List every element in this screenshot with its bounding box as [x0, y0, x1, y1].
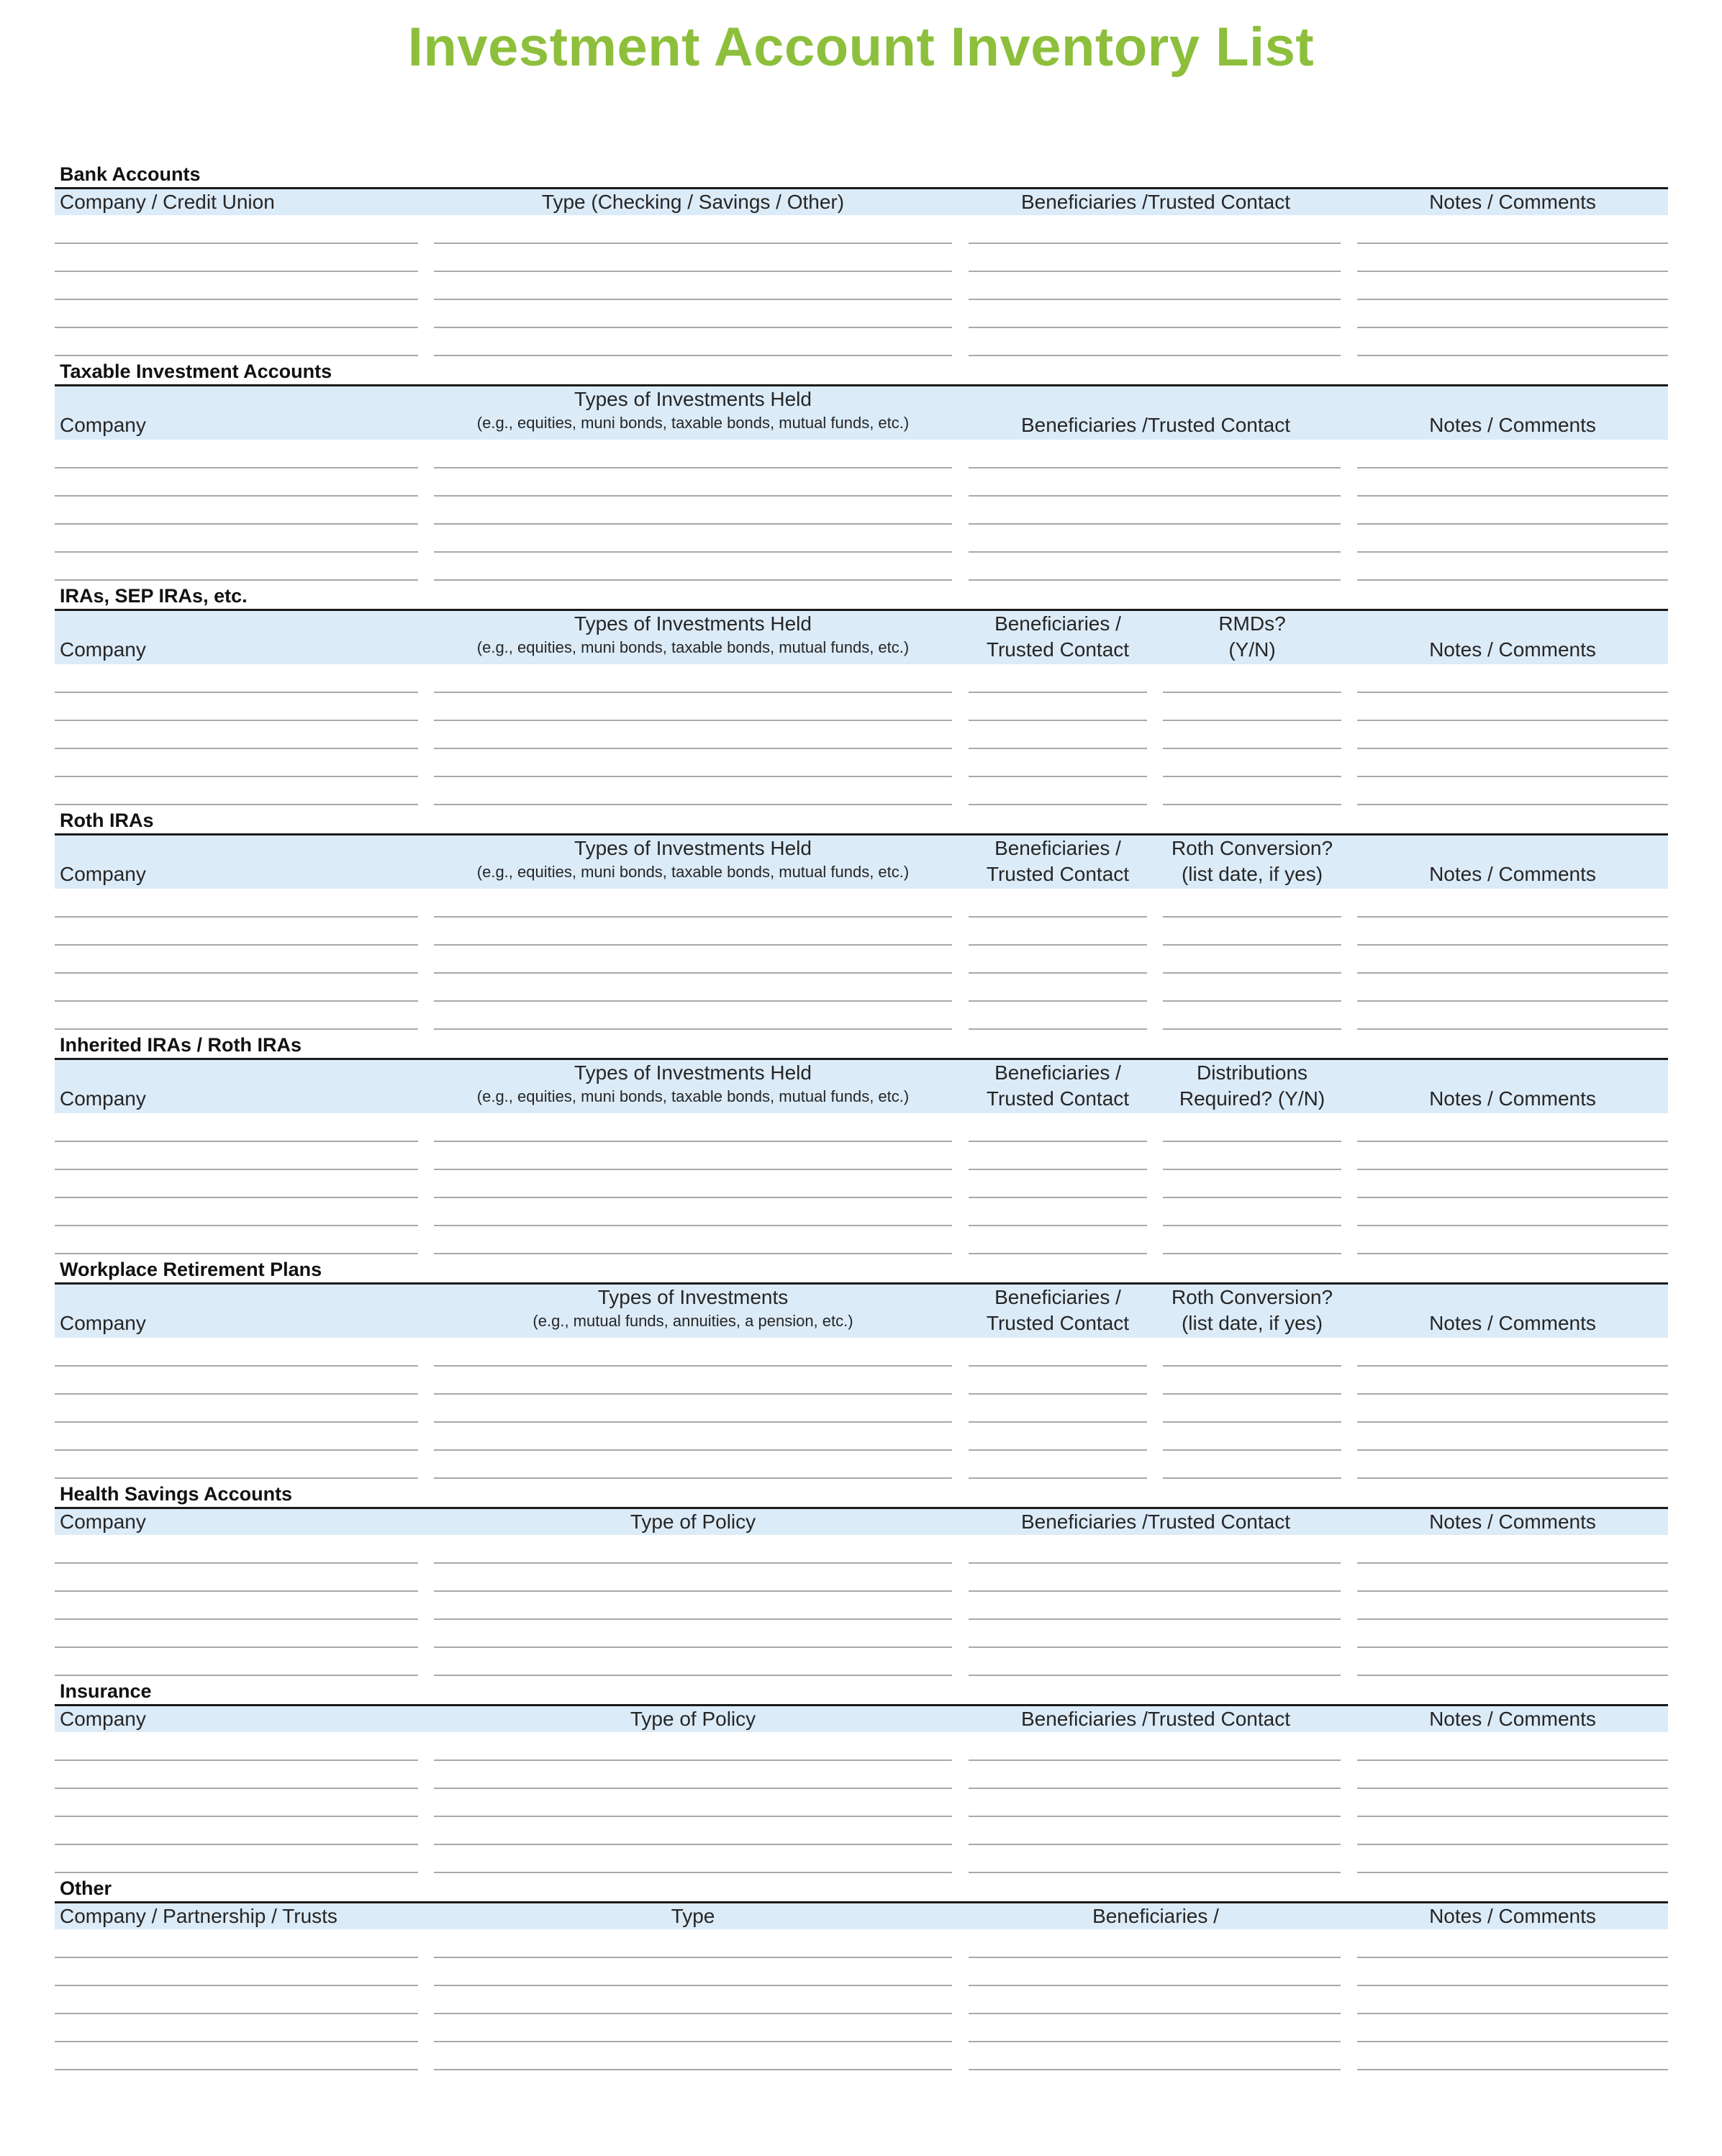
header-label: Roth Conversion? [1171, 837, 1333, 859]
entry-line[interactable] [55, 2069, 418, 2070]
section-title: Inherited IRAs / Roth IRAs [60, 1034, 302, 1056]
entry-line[interactable] [434, 2041, 952, 2042]
column-header [1357, 835, 1668, 889]
header-label: Distributions [1196, 1061, 1308, 1084]
entry-line[interactable] [55, 1647, 418, 1648]
entry-line[interactable] [1163, 1421, 1341, 1423]
section-title: Taxable Investment Accounts [60, 361, 332, 382]
entry-line[interactable] [969, 1957, 1341, 1958]
header-label: Trusted Contact [986, 1087, 1130, 1110]
entry-line[interactable] [55, 467, 418, 468]
entry-line[interactable] [434, 1618, 952, 1620]
entry-line[interactable] [969, 551, 1341, 553]
entry-line[interactable] [1357, 495, 1668, 497]
header-label: RMDs? [1218, 612, 1286, 635]
entry-rows [55, 1929, 1668, 2070]
header-label: Company [60, 1708, 146, 1730]
header-label: Beneficiaries / [994, 1286, 1121, 1308]
header-label: Trusted Contact [986, 638, 1130, 661]
entry-line[interactable] [969, 692, 1147, 693]
entry-line[interactable] [1357, 551, 1668, 553]
header-label: Beneficiaries / [994, 837, 1121, 859]
entry-line[interactable] [434, 916, 952, 918]
entry-line[interactable] [55, 327, 418, 328]
entry-line[interactable] [1357, 1393, 1668, 1395]
entry-line[interactable] [1357, 1618, 1668, 1620]
entry-line[interactable] [1163, 1393, 1341, 1395]
header-label: Type [671, 1905, 715, 1927]
entry-line[interactable] [969, 495, 1341, 497]
entry-line[interactable] [969, 944, 1147, 946]
entry-line[interactable] [969, 1449, 1147, 1451]
entry-line[interactable] [55, 1449, 418, 1451]
column-header [969, 1285, 1147, 1338]
header-label: Type of Policy [630, 1708, 756, 1730]
entry-line[interactable] [55, 1759, 418, 1761]
entry-line[interactable] [1163, 692, 1341, 693]
section-0 [55, 158, 1668, 355]
entry-line[interactable] [434, 1365, 952, 1367]
header-label: Beneficiaries /Trusted Contact [1020, 1708, 1291, 1730]
section-6 [55, 1478, 1668, 1675]
header-label: Company [60, 1087, 146, 1110]
entry-line[interactable] [434, 1985, 952, 1986]
header-label: Company / Partnership / Trusts [60, 1905, 337, 1927]
entry-line[interactable] [969, 1421, 1147, 1423]
entry-line[interactable] [1163, 1197, 1341, 1198]
section-title: IRAs, SEP IRAs, etc. [60, 585, 248, 607]
entry-line[interactable] [55, 1000, 418, 1002]
header-label: Company [60, 414, 146, 436]
entry-line[interactable] [55, 748, 418, 749]
header-label: Notes / Comments [1429, 1312, 1596, 1334]
section-title: Health Savings Accounts [60, 1483, 293, 1505]
column-header [434, 1285, 952, 1338]
entry-line[interactable] [55, 776, 418, 777]
header-label: Notes / Comments [1429, 414, 1596, 436]
header-label: Trusted Contact [986, 1312, 1130, 1334]
entry-line[interactable] [55, 972, 418, 974]
entry-line[interactable] [434, 1141, 952, 1142]
header-label: Trusted Contact [986, 863, 1130, 885]
column-header [55, 611, 418, 664]
header-label: Notes / Comments [1429, 191, 1596, 213]
column-header [1163, 611, 1341, 664]
entry-line[interactable] [969, 1759, 1341, 1761]
column-header [969, 1509, 1343, 1535]
entry-line[interactable] [434, 299, 952, 300]
entry-line[interactable] [1357, 1449, 1668, 1451]
entry-line[interactable] [1357, 2013, 1668, 2014]
entry-line[interactable] [434, 523, 952, 525]
entry-line[interactable] [969, 1647, 1341, 1648]
column-header [55, 1509, 418, 1535]
header-label: Company / Credit Union [60, 191, 275, 213]
entry-line[interactable] [1357, 1421, 1668, 1423]
entry-line[interactable] [1163, 1000, 1341, 1002]
entry-line[interactable] [1163, 1225, 1341, 1226]
entry-line[interactable] [969, 467, 1341, 468]
column-header [55, 1060, 418, 1113]
entry-line[interactable] [55, 1421, 418, 1423]
header-label: Beneficiaries /Trusted Contact [1020, 414, 1291, 436]
entry-line[interactable] [1163, 748, 1341, 749]
entry-line[interactable] [1357, 243, 1668, 244]
entry-line[interactable] [1163, 916, 1341, 918]
entry-rows [55, 1338, 1668, 1478]
entry-line[interactable] [1357, 299, 1668, 300]
column-header [969, 611, 1147, 664]
section-4 [55, 1029, 1668, 1254]
header-example-note: (e.g., equities, muni bonds, taxable bonds, mutual funds, etc.) [476, 863, 910, 881]
column-header [434, 189, 952, 215]
entry-line[interactable] [1357, 1647, 1668, 1648]
entry-line[interactable] [55, 2013, 418, 2014]
entry-line[interactable] [55, 1562, 418, 1564]
entry-line[interactable] [1357, 467, 1668, 468]
entry-line[interactable] [969, 2069, 1341, 2070]
entry-line[interactable] [969, 1590, 1341, 1592]
entry-line[interactable] [969, 776, 1147, 777]
entry-line[interactable] [434, 748, 952, 749]
entry-line[interactable] [55, 916, 418, 918]
column-header [55, 1903, 418, 1929]
header-label: Notes / Comments [1429, 1087, 1596, 1110]
entry-line[interactable] [1163, 1141, 1341, 1142]
column-header [55, 386, 418, 440]
entry-line[interactable] [969, 327, 1341, 328]
column-header [969, 189, 1343, 215]
entry-line[interactable] [969, 271, 1341, 272]
header-label: Type of Policy [630, 1510, 756, 1533]
entry-line[interactable] [1357, 1816, 1668, 1817]
entry-line[interactable] [969, 1985, 1341, 1986]
section-title: Workplace Retirement Plans [60, 1259, 322, 1280]
entry-line[interactable] [434, 1449, 952, 1451]
entry-line[interactable] [434, 271, 952, 272]
entry-line[interactable] [1163, 776, 1341, 777]
column-header [434, 1509, 952, 1535]
header-example-note: (e.g., equities, muni bonds, taxable bonds, mutual funds, etc.) [476, 638, 910, 656]
entry-line[interactable] [55, 1141, 418, 1142]
column-header-row [55, 1901, 1668, 1929]
entry-line[interactable] [55, 720, 418, 721]
entry-line[interactable] [434, 1647, 952, 1648]
entry-line[interactable] [434, 1197, 952, 1198]
column-header [434, 1706, 952, 1732]
header-example-note: (e.g., equities, muni bonds, taxable bonds, mutual funds, etc.) [476, 1087, 910, 1105]
entry-line[interactable] [969, 1141, 1147, 1142]
header-label: Beneficiaries /Trusted Contact [1020, 1510, 1291, 1533]
entry-line[interactable] [1357, 327, 1668, 328]
header-example-note: (e.g., equities, muni bonds, taxable bonds, mutual funds, etc.) [476, 414, 910, 432]
header-example-note: (e.g., mutual funds, annuities, a pension, etc.) [533, 1312, 853, 1330]
entry-line[interactable] [1357, 1225, 1668, 1226]
entry-line[interactable] [434, 551, 952, 553]
column-header [969, 835, 1147, 889]
entry-line[interactable] [55, 1590, 418, 1592]
entry-line[interactable] [55, 1618, 418, 1620]
entry-line[interactable] [1357, 1141, 1668, 1142]
header-label: (list date, if yes) [1181, 1312, 1323, 1334]
entry-line[interactable] [434, 467, 952, 468]
entry-line[interactable] [55, 1225, 418, 1226]
entry-line[interactable] [55, 243, 418, 244]
inventory-form [55, 158, 1668, 2070]
header-label: Notes / Comments [1429, 1708, 1596, 1730]
entry-line[interactable] [969, 299, 1341, 300]
column-header [434, 386, 952, 440]
header-label: Beneficiaries / [994, 612, 1121, 635]
column-header [969, 1903, 1343, 1929]
column-header [55, 189, 418, 215]
entry-line[interactable] [969, 1000, 1147, 1002]
entry-line[interactable] [1357, 1844, 1668, 1845]
entry-line[interactable] [969, 1844, 1341, 1845]
entry-line[interactable] [55, 692, 418, 693]
column-header [1163, 1060, 1341, 1113]
entry-rows [55, 1113, 1668, 1254]
entry-rows [55, 664, 1668, 805]
entry-line[interactable] [55, 1985, 418, 1986]
entry-line[interactable] [55, 271, 418, 272]
column-header [434, 835, 952, 889]
column-header [969, 386, 1343, 440]
header-label: Company [60, 638, 146, 661]
entry-line[interactable] [1357, 776, 1668, 777]
header-label: Types of Investments Held [574, 388, 812, 410]
entry-line[interactable] [969, 972, 1147, 974]
entry-line[interactable] [434, 944, 952, 946]
column-header-row [55, 833, 1668, 889]
column-header-row [55, 384, 1668, 440]
column-header [1357, 1060, 1668, 1113]
entry-line[interactable] [1357, 1562, 1668, 1564]
column-header-row [55, 187, 1668, 215]
entry-line[interactable] [434, 1788, 952, 1789]
header-label: Types of Investments Held [574, 612, 812, 635]
entry-line[interactable] [1163, 720, 1341, 721]
entry-line[interactable] [434, 776, 952, 777]
entry-line[interactable] [1357, 692, 1668, 693]
entry-line[interactable] [434, 1000, 952, 1002]
entry-rows [55, 440, 1668, 580]
entry-line[interactable] [434, 495, 952, 497]
entry-line[interactable] [1357, 748, 1668, 749]
column-header [434, 1060, 952, 1113]
column-header [1357, 386, 1668, 440]
entry-line[interactable] [55, 1169, 418, 1170]
section-2 [55, 580, 1668, 805]
entry-line[interactable] [969, 1169, 1147, 1170]
entry-line[interactable] [434, 1957, 952, 1958]
entry-line[interactable] [434, 2069, 952, 2070]
entry-line[interactable] [55, 2041, 418, 2042]
entry-rows [55, 215, 1668, 355]
entry-line[interactable] [1163, 944, 1341, 946]
column-header [55, 835, 418, 889]
entry-line[interactable] [969, 1562, 1341, 1564]
entry-line[interactable] [1357, 2041, 1668, 2042]
entry-line[interactable] [969, 2013, 1341, 2014]
column-header-row [55, 1507, 1668, 1535]
entry-line[interactable] [434, 1759, 952, 1761]
entry-line[interactable] [1357, 2069, 1668, 2070]
entry-line[interactable] [969, 1618, 1341, 1620]
column-header [1357, 611, 1668, 664]
header-label: Company [60, 863, 146, 885]
header-label: Notes / Comments [1429, 638, 1596, 661]
entry-line[interactable] [1357, 1000, 1668, 1002]
entry-rows [55, 1535, 1668, 1675]
section-title: Other [60, 1878, 112, 1899]
entry-line[interactable] [434, 1169, 952, 1170]
entry-line[interactable] [434, 1393, 952, 1395]
entry-line[interactable] [1357, 1759, 1668, 1761]
entry-line[interactable] [434, 243, 952, 244]
header-label: Required? (Y/N) [1179, 1087, 1326, 1110]
header-label: Beneficiaries / [1092, 1905, 1219, 1927]
section-title: Bank Accounts [60, 163, 201, 185]
header-label: Notes / Comments [1429, 1905, 1596, 1927]
entry-line[interactable] [1357, 1590, 1668, 1592]
entry-line[interactable] [434, 327, 952, 328]
entry-line[interactable] [1163, 972, 1341, 974]
entry-line[interactable] [969, 243, 1341, 244]
column-header [969, 1060, 1147, 1113]
entry-line[interactable] [55, 1197, 418, 1198]
column-header [434, 611, 952, 664]
entry-line[interactable] [1357, 1365, 1668, 1367]
entry-line[interactable] [969, 2041, 1341, 2042]
header-label: Types of Investments Held [574, 837, 812, 859]
column-header [1357, 1903, 1668, 1929]
entry-line[interactable] [434, 1590, 952, 1592]
column-header [1357, 1706, 1668, 1732]
section-title: Roth IRAs [60, 810, 154, 831]
header-label: Beneficiaries /Trusted Contact [1020, 191, 1291, 213]
entry-line[interactable] [969, 1816, 1341, 1817]
entry-line[interactable] [55, 551, 418, 553]
entry-line[interactable] [969, 1365, 1147, 1367]
entry-line[interactable] [969, 916, 1147, 918]
entry-line[interactable] [434, 692, 952, 693]
section-3 [55, 805, 1668, 1029]
column-header [434, 1903, 952, 1929]
header-label: Types of Investments Held [574, 1061, 812, 1084]
column-header-row [55, 1704, 1668, 1732]
column-header [1357, 1509, 1668, 1535]
header-label: Notes / Comments [1429, 1510, 1596, 1533]
entry-line[interactable] [434, 1844, 952, 1845]
entry-line[interactable] [1357, 720, 1668, 721]
entry-line[interactable] [434, 720, 952, 721]
column-header-row [55, 609, 1668, 664]
header-label: Types of Investments [597, 1286, 789, 1308]
entry-line[interactable] [1357, 523, 1668, 525]
entry-line[interactable] [969, 1393, 1147, 1395]
entry-line[interactable] [1357, 1957, 1668, 1958]
column-header [1357, 1285, 1668, 1338]
entry-line[interactable] [434, 2013, 952, 2014]
column-header [1163, 1285, 1341, 1338]
column-header-row [55, 1282, 1668, 1338]
entry-line[interactable] [55, 1957, 418, 1958]
column-header [1163, 835, 1341, 889]
section-title: Insurance [60, 1680, 152, 1702]
entry-line[interactable] [1357, 916, 1668, 918]
column-header [55, 1285, 418, 1338]
entry-line[interactable] [1357, 1985, 1668, 1986]
entry-line[interactable] [55, 523, 418, 525]
section-7 [55, 1675, 1668, 1872]
entry-line[interactable] [1357, 944, 1668, 946]
entry-line[interactable] [55, 944, 418, 946]
entry-line[interactable] [1357, 1788, 1668, 1789]
entry-line[interactable] [1163, 1449, 1341, 1451]
entry-line[interactable] [55, 1365, 418, 1367]
section-5 [55, 1254, 1668, 1478]
entry-line[interactable] [434, 1816, 952, 1817]
header-label: Notes / Comments [1429, 863, 1596, 885]
entry-line[interactable] [55, 1393, 418, 1395]
entry-line[interactable] [969, 748, 1147, 749]
column-header [55, 1706, 418, 1732]
column-header [1357, 189, 1668, 215]
entry-line[interactable] [969, 1197, 1147, 1198]
entry-line[interactable] [1357, 1169, 1668, 1170]
header-label: Roth Conversion? [1171, 1286, 1333, 1308]
header-label: (list date, if yes) [1181, 863, 1323, 885]
entry-line[interactable] [55, 1816, 418, 1817]
entry-line[interactable] [434, 1225, 952, 1226]
section-1 [55, 355, 1668, 580]
entry-line[interactable] [55, 495, 418, 497]
entry-line[interactable] [1163, 1365, 1341, 1367]
page-title: Investment Account Inventory List [407, 17, 1315, 78]
entry-line[interactable] [55, 1788, 418, 1789]
entry-line[interactable] [434, 1421, 952, 1423]
header-label: Type (Checking / Savings / Other) [541, 191, 845, 213]
entry-line[interactable] [969, 1788, 1341, 1789]
header-label: Company [60, 1510, 146, 1533]
header-label: Beneficiaries / [994, 1061, 1121, 1084]
entry-line[interactable] [969, 720, 1147, 721]
entry-line[interactable] [1163, 1169, 1341, 1170]
entry-line[interactable] [434, 1562, 952, 1564]
section-8 [55, 1872, 1668, 2070]
header-label: Company [60, 1312, 146, 1334]
entry-line[interactable] [1357, 271, 1668, 272]
column-header [969, 1706, 1343, 1732]
column-header-row [55, 1058, 1668, 1113]
entry-line[interactable] [434, 972, 952, 974]
entry-line[interactable] [55, 1844, 418, 1845]
entry-line[interactable] [1357, 972, 1668, 974]
entry-line[interactable] [969, 1225, 1147, 1226]
entry-line[interactable] [55, 299, 418, 300]
entry-line[interactable] [969, 523, 1341, 525]
entry-line[interactable] [1357, 1197, 1668, 1198]
entry-rows [55, 889, 1668, 1029]
header-label: (Y/N) [1228, 638, 1276, 661]
entry-rows [55, 1732, 1668, 1872]
